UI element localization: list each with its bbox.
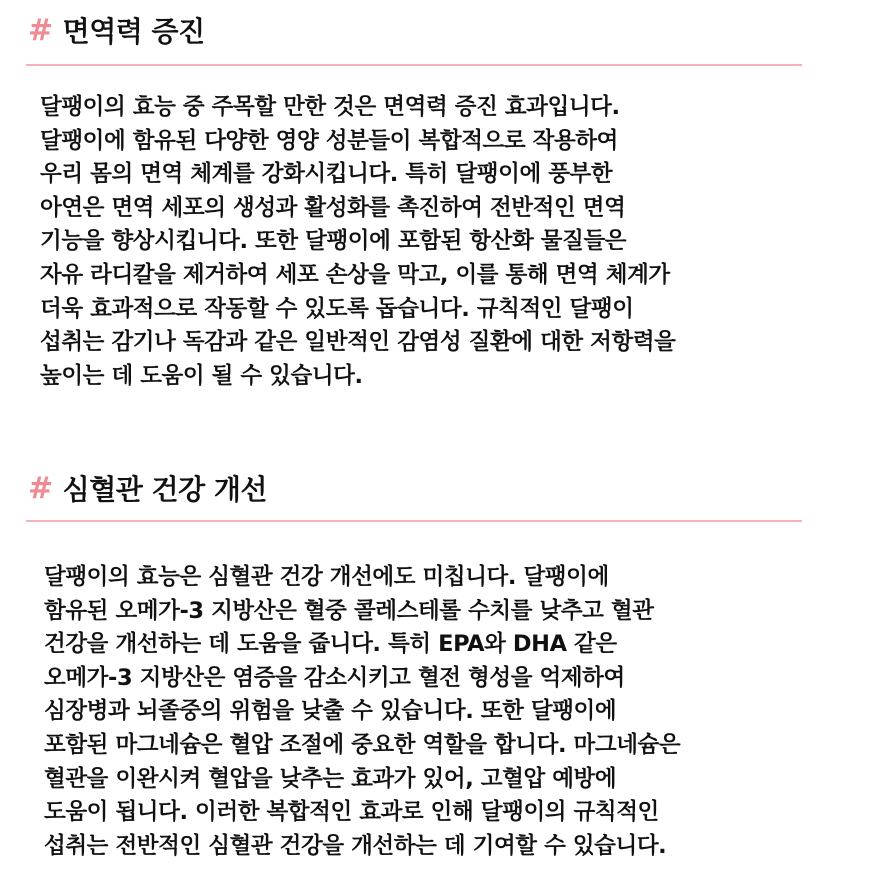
divider [26, 64, 802, 66]
section-title: 심혈관 건강 개선 [62, 473, 267, 506]
hash-icon: # [28, 12, 53, 48]
section-title: 면역력 증진 [62, 15, 205, 48]
section-heading [28, 10, 205, 50]
section-paragraph: 달팽이의 효능 중 주목할 만한 것은 면역력 증진 효과입니다. 달팽이에 함유된 다양한 영양 성분들이 복합적으로 작용하여 우리 몸의 면역 체계를 강화시킵니다. 특히 달팽이에 풍부한 아연은 면역 세포의 생성과 활성화를 촉진하여 전반적인 면역 기능을 향상시킵니다. 또한 달팽이에 포함된 항산화 물질들은 자유 라디칼을 제거하여 세포 손상을 막고, 이를 통해 면역 체계가 더욱 효과적으로 작동할 수 있도록 돕습니다. 규칙적인 달팽이 섭취는 감기나 독감과 같은 일반적인 감염성 질환에 대한 저항력을 높이는 데 도움이 될 수 있습니다. [40, 94, 676, 389]
section-paragraph: 달팽이의 효능은 심혈관 건강 개선에도 미칩니다. 달팽이에 함유된 오메가-3 지방산은 혈중 콜레스테롤 수치를 낮추고 혈관 건강을 개선하는 데 도움을 줍니다. 특히 EPA와 DHA 같은 오메가-3 지방산은 염증을 감소시키고 혈전 형성을 억제하여 심장병과 뇌졸중의 위험을 낮출 수 있습니다. 또한 달팽이에 포함된 마그네슘은 혈압 조절에 중요한 역할을 합니다. 마그네슘은 혈관을 이완시켜 혈압을 낮추는 효과가 있어, 고혈압 예방에 도움이 됩니다. 이러한 복합적인 효과로 인해 달팽이의 규칙적인 섭취는 전반적인 심혈관 건강을 개선하는 데 기여할 수 있습니다. [44, 564, 681, 859]
section-heading [28, 468, 267, 508]
hash-icon: # [28, 470, 53, 506]
divider [26, 520, 802, 522]
